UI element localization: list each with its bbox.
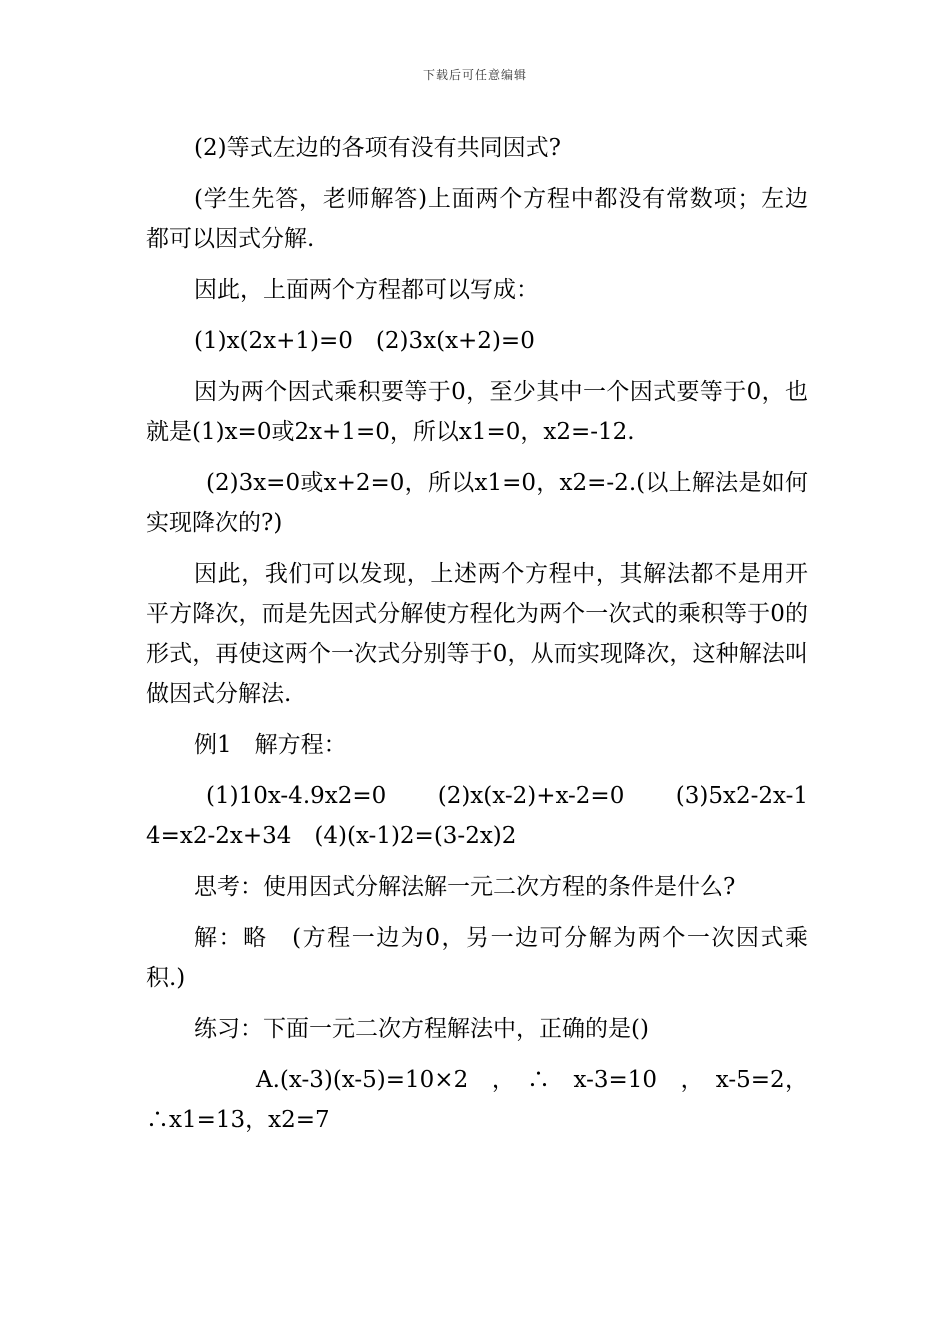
paragraph-answer: (学生先答，老师解答)上面两个方程中都没有常数项；左边都可以因式分解. — [146, 186, 808, 252]
paragraph-think: 思考：使用因式分解法解一元二次方程的条件是什么? — [194, 874, 736, 900]
page-header: 下载后可任意编辑 — [422, 68, 527, 82]
paragraph-example-title: 例1 解方程： — [194, 732, 347, 758]
paragraph-option-a: A.(x-3)(x-5)=10×2 ， ∴ x-3=10 ， x-5=2，∴x1=13，x2=7 — [146, 1067, 808, 1133]
paragraph-method-definition: 因此，我们可以发现，上述两个方程中，其解法都不是用开平方降次，而是先因式分解使方程化为两个一次式的乘积等于0的形式，再使这两个一次式分别等于0，从而实现降次，这种解法叫做因式分解法. — [146, 561, 808, 707]
paragraph-exercise: 练习：下面一元二次方程解法中，正确的是() — [194, 1016, 649, 1042]
document-body — [146, 128, 808, 1151]
paragraph-think-answer: 解：略 (方程一边为0，另一边可分解为两个一次因式乘积.) — [146, 925, 808, 991]
paragraph-factored-equations: (1)x(2x+1)=0 (2)3x(x+2)=0 — [194, 328, 535, 354]
paragraph-solution-1: 因为两个因式乘积要等于0，至少其中一个因式要等于0，也就是(1)x=0或2x+1=0，所以x1=0，x2=-12. — [146, 379, 808, 445]
paragraph-example-equations: (1)10x-4.9x2=0 (2)x(x-2)+x-2=0 (3)5x2-2x-14=x2-2x+34 (4)(x-1)2=(3-2x)2 — [146, 783, 808, 849]
paragraph-solution-2: (2)3x=0或x+2=0，所以x1=0，x2=-2.(以上解法是如何实现降次的?) — [146, 470, 808, 536]
paragraph-question-2: (2)等式左边的各项有没有共同因式? — [194, 135, 561, 161]
paragraph-rewrite-intro: 因此，上面两个方程都可以写成： — [194, 277, 539, 303]
